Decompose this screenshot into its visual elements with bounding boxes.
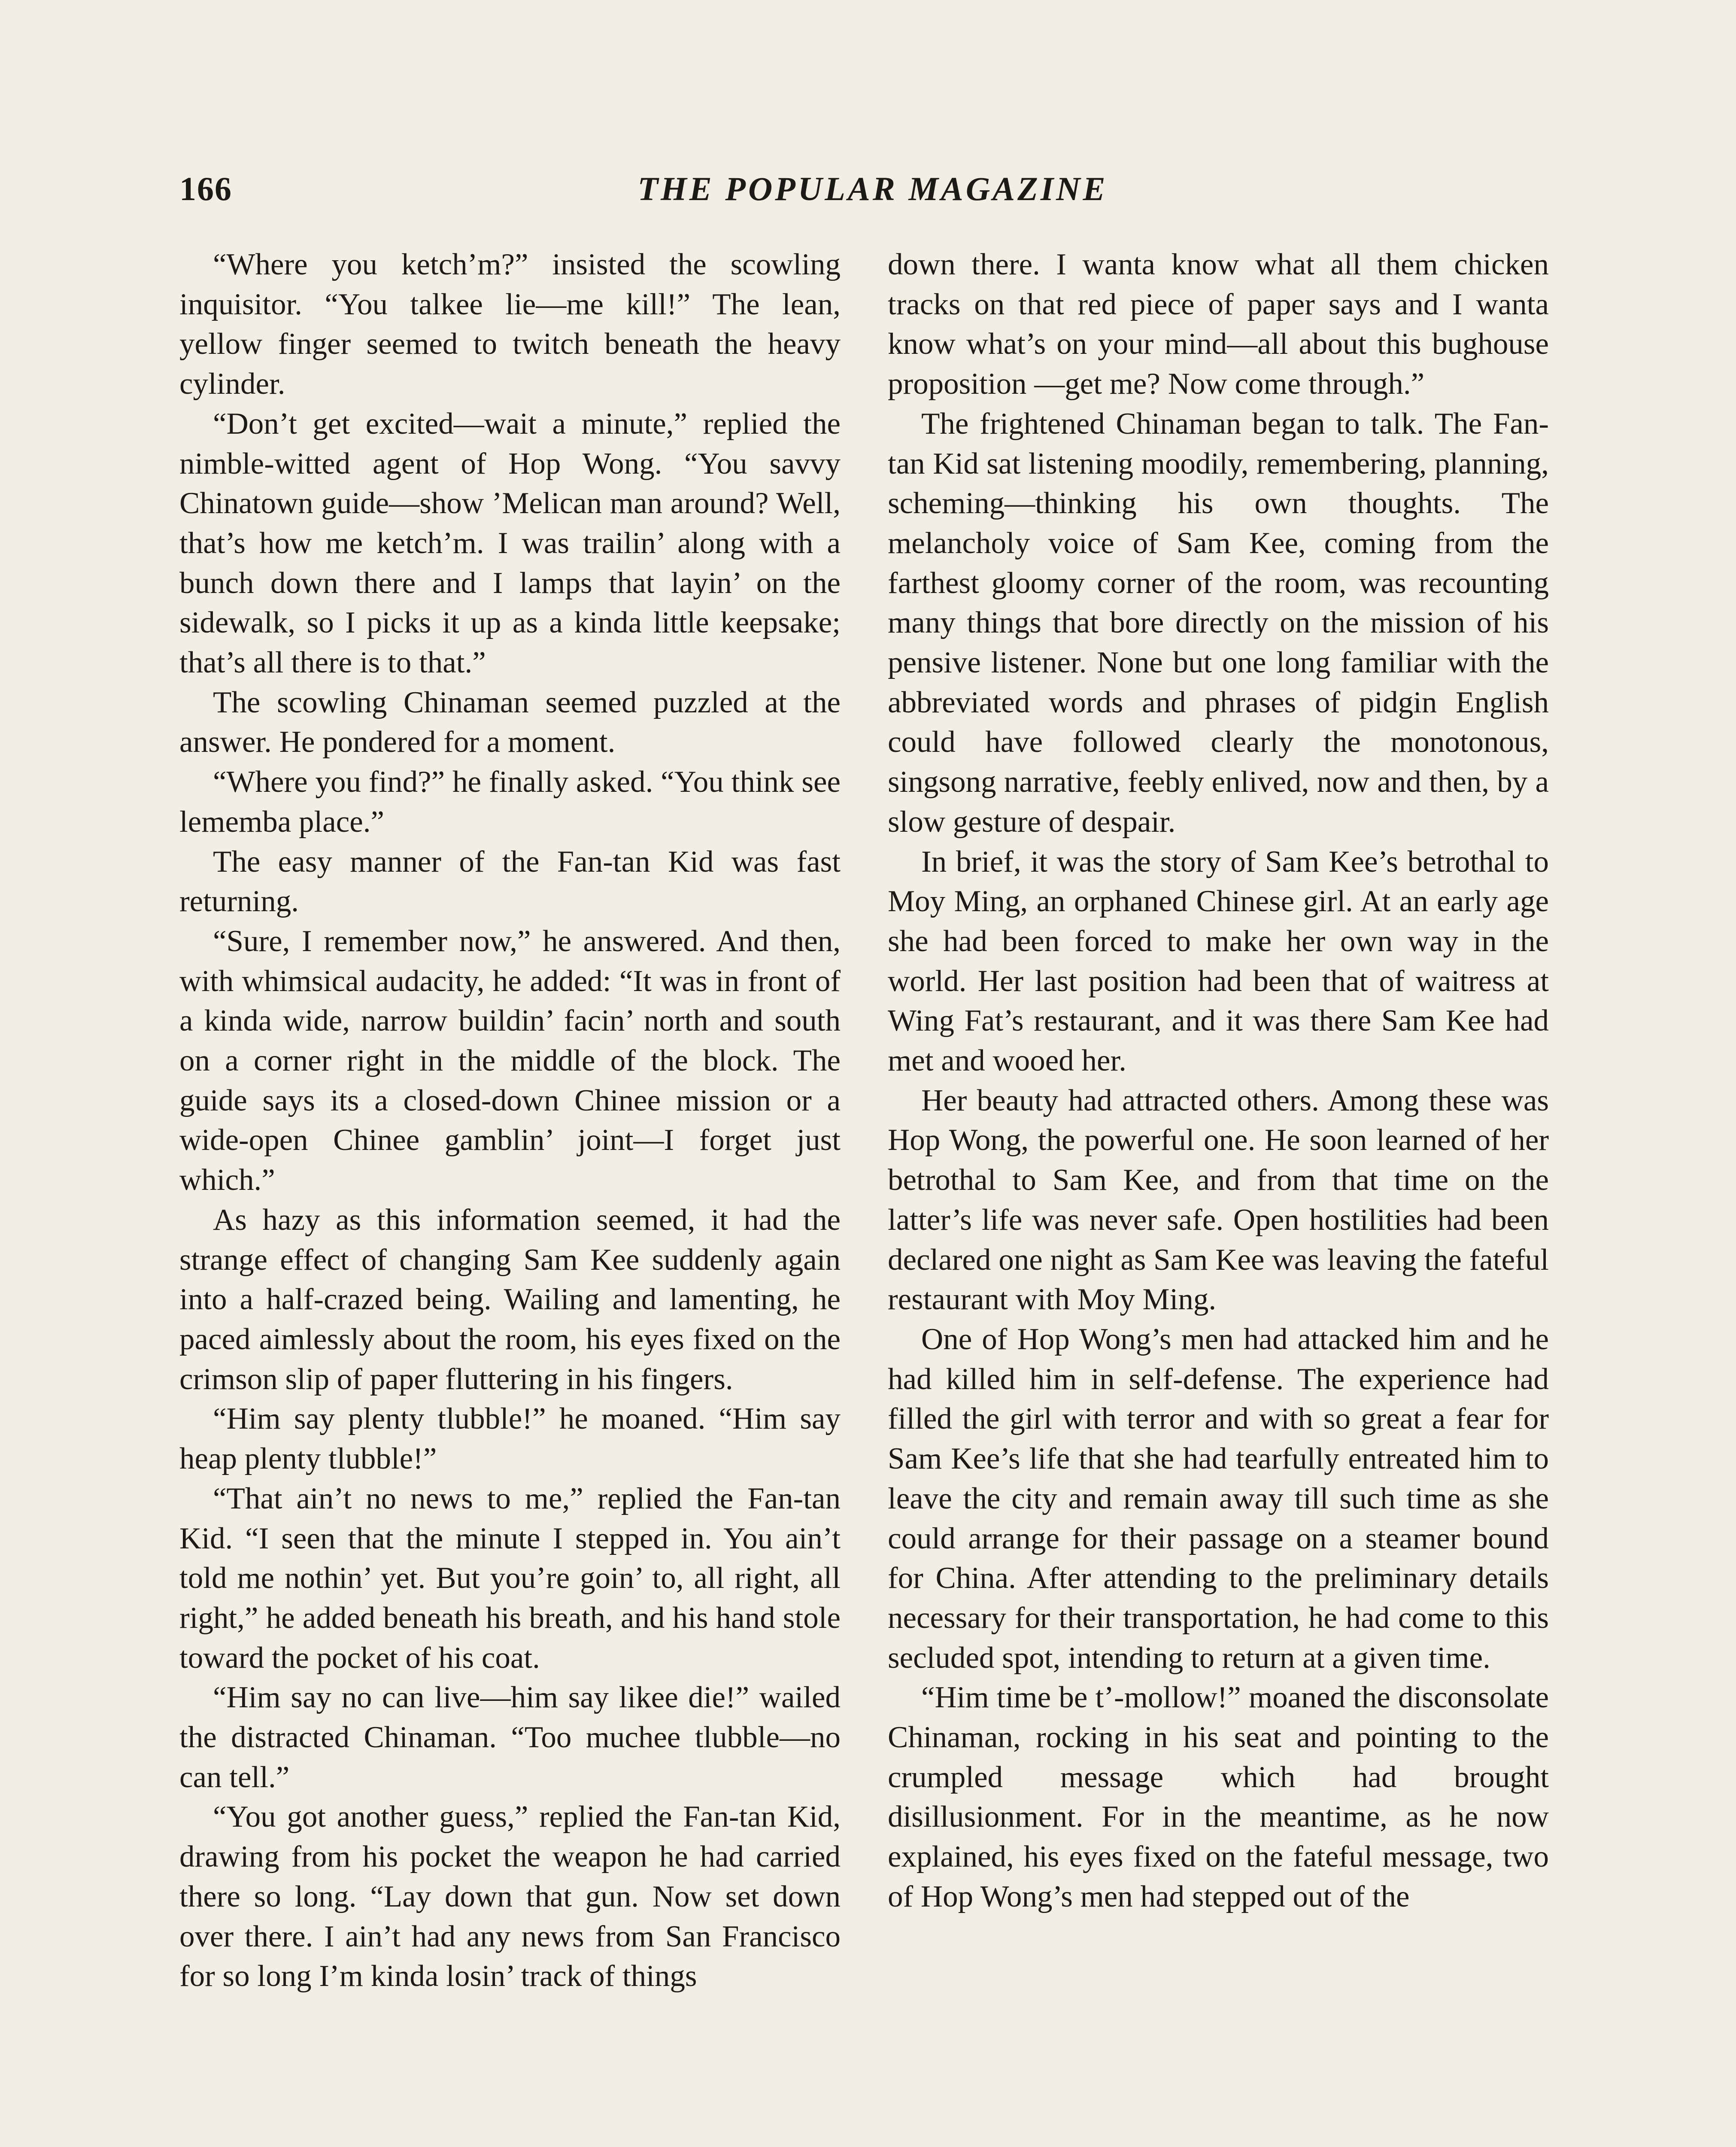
paragraph: The scowling Chinaman seemed puzzled at the answer. He pondered for a moment.	[179, 685, 841, 759]
paragraph: As hazy as this information seemed, it had the strange effect of changing Sam Kee suddenly again into a half-crazed being. Wailing and lamenting, he paced aimlessly about the room, his eyes fixed on the crimson slip of paper fluttering in his fingers.	[179, 1203, 841, 1396]
running-head: THE POPULAR MAGAZINE	[637, 170, 1108, 207]
paragraph: “That ain’t no news to me,” replied the Fan-tan Kid. “I seen that the minute I stepped in. You ain’t told me nothin’ yet. But you’re goin’ to, all right, all right,” he added beneath his breath, and his hand stole toward the pocket of his coat.	[179, 1481, 841, 1675]
paragraph: “Him time be t’-mollow!” moaned the disconsolate Chinaman, rocking in his seat and pointing to the crumpled message which had brought disillusionment. For in the meantime, as he now explained, his eyes fixed on the fateful message, two of Hop Wong’s men had stepped out of the	[888, 1681, 1549, 1913]
paragraph: “You got another guess,” replied the Fan-tan Kid, drawing from his pocket the weapon he had carried there so long. “Lay down that gun. Now set down over there. I ain’t had any news from San Francisco for so long I’m kinda losin’ track of things	[179, 1800, 841, 1993]
page-number: 166	[179, 170, 232, 207]
paragraph: The easy manner of the Fan-tan Kid was fast returning.	[179, 845, 841, 918]
paragraph: “Where you find?” he finally asked. “You think see lememba place.”	[179, 765, 841, 839]
paragraph: In brief, it was the story of Sam Kee’s betrothal to Moy Ming, an orphaned Chinese girl. At an early age she had been forced to make her own way in the world. Her last position had been that of waitress at Wing Fat’s restaurant, and it was there Sam Kee had met and wooed her.	[888, 845, 1549, 1078]
paragraph: Her beauty had attracted others. Among these was Hop Wong, the powerful one. He soon learned of her betrothal to Sam Kee, and from that time on the latter’s life was never safe. Open hostilities had been declared one night as Sam Kee was leaving the fateful restaurant with Moy Ming.	[888, 1083, 1549, 1317]
paragraph: “Where you ketch’m?” insisted the scowling inquisitor. “You talkee lie—me kill!” The lean, yellow finger seemed to twitch beneath the heavy cylinder.	[179, 248, 841, 401]
paragraph: The frightened Chinaman began to talk. The Fan-tan Kid sat listening moodily, remembering, planning, scheming—thinking his own thoughts. The melancholy voice of Sam Kee, coming from the farthest gloomy corner of the room, was recounting many things that bore directly on the mission of his pensive listener. None but one long familiar with the abbreviated words and phrases of pidgin English could have followed clearly the monotonous, singsong narrative, feebly enlived, now and then, by a slow gesture of despair.	[888, 407, 1549, 839]
page-header	[179, 170, 1566, 221]
paragraph: “Him say no can live—him say likee die!” wailed the distracted Chinaman. “Too muchee tlubble—no can tell.”	[179, 1681, 841, 1794]
right-column	[888, 245, 1549, 1917]
paragraph: “Him say plenty tlubble!” he moaned. “Him say heap plenty tlubble!”	[179, 1402, 841, 1476]
paragraph-continuation: down there. I wanta know what all them chicken tracks on that red piece of paper says and I wanta know what’s on your mind—all about this bughouse proposition —get me? Now come through.”	[888, 248, 1549, 401]
paragraph: “Don’t get excited—wait a minute,” replied the nimble-witted agent of Hop Wong. “You savvy Chinatown guide—show ’Melican man around? Well, that’s how me ketch’m. I was trailin’ along with a bunch down there and I lamps that layin’ on the sidewalk, so I picks it up as a kinda little keepsake; that’s all there is to that.”	[179, 407, 841, 680]
paragraph: “Sure, I remember now,” he answered. And then, with whimsical audacity, he added: “It was in front of a kinda wide, narrow buildin’ facin’ north and south on a corner right in the middle of the block. The guide says its a closed-down Chinee mission or a wide-open Chinee gamblin’ joint—I forget just which.”	[179, 924, 841, 1197]
left-column	[179, 245, 841, 1996]
paragraph: One of Hop Wong’s men had attacked him and he had killed him in self-defense. The experience had filled the girl with terror and with so great a fear for Sam Kee’s life that she had tearfully entreated him to leave the city and remain away till such time as she could arrange for their passage on a steamer bound for China. After attending to the preliminary details necessary for their transportation, he had come to this secluded spot, intending to return at a given time.	[888, 1322, 1549, 1675]
